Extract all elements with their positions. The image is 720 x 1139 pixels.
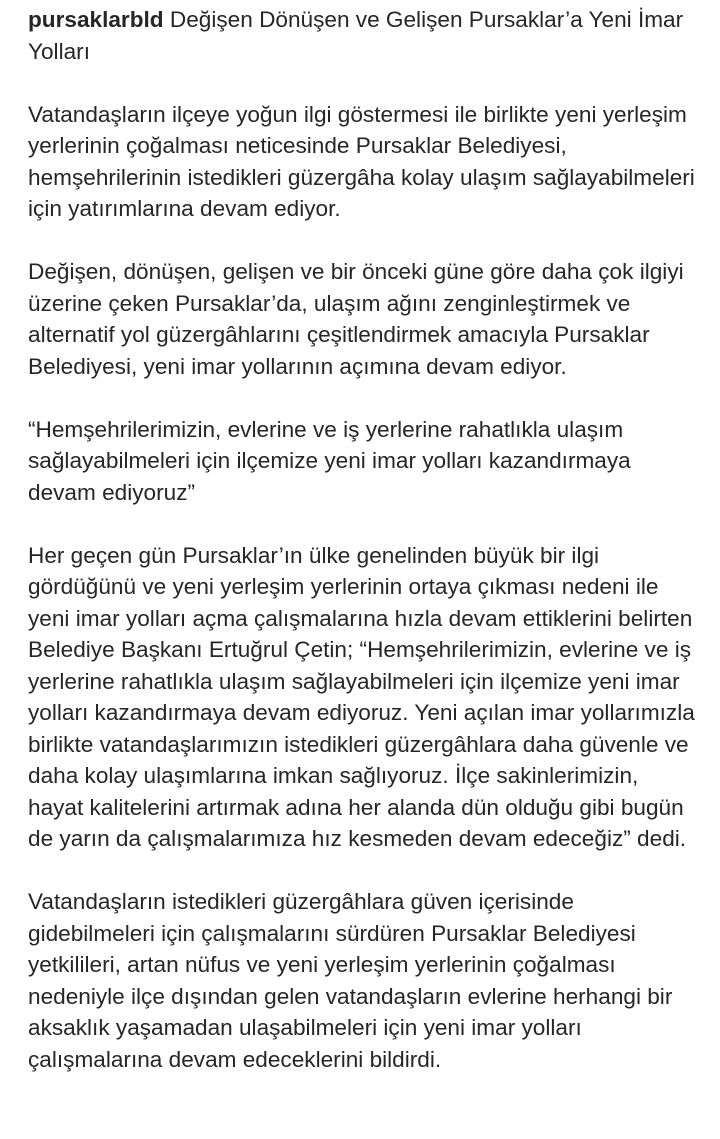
paragraph-closing: Vatandaşların istedikleri güzergâhlara güven içerisinde gidebilmeleri için çalışmalarını sürdüren Pursaklar Belediyesi yetkilileri, artan nüfus ve yeni yerleşim yerlerinin çoğalması nedeniyle ilçe dışından gelen vatandaşların evlerine herhangi bir aksaklık yaşamadan ulaşabilmeleri için yeni imar yolları çalışmalarına devam edeceklerini bildirdi. — [28, 889, 673, 1072]
author-username[interactable]: pursaklarbld — [28, 7, 164, 32]
caption-header — [28, 4, 698, 67]
post-title: Değişen Dönüşen ve Gelişen Pursaklar’a Yeni İmar Yolları — [28, 7, 684, 64]
paragraph-mayor-statement: Her geçen gün Pursaklar’ın ülke genelinden büyük bir ilgi gördüğünü ve yeni yerleşim yerlerinin ortaya çıkması nedeni ile yeni imar yolları açma çalışmalarına hızla devam ettiklerini belirten Belediye Başkanı Ertuğrul Çetin; “Hemşehrilerimizin, evlerine ve iş yerlerine rahatlıkla ulaşım sağlayabilmeleri için ilçemize yeni imar yolları kazandırmaya devam ediyoruz. Yeni açılan imar yollarımızla birlikte vatandaşlarımızın istedikleri güzergâhlara daha güvenle ve daha kolay ulaşımlarına imkan sağlıyoruz. İlçe sakinlerimizin, hayat kalitelerini artırmak adına her alanda dün olduğu gibi bugün de yarın da çalışmalarımıza hız kesmeden devam edeceğiz” dedi. — [28, 542, 695, 851]
paragraph-quote: “Hemşehrilerimizin, evlerine ve iş yerlerine rahatlıkla ulaşım sağlayabilmeleri için ilçemize yeni imar yolları kazandırmaya devam ediyoruz” — [28, 416, 631, 505]
paragraph-intro: Vatandaşların ilçeye yoğun ilgi göstermesi ile birlikte yeni yerleşim yerlerinin çoğalması neticesinde Pursaklar Belediyesi, hemşehrilerinin istedikleri güzergâha kolay ulaşım sağlayabilmeleri için yatırımlarına devam ediyor. — [28, 101, 695, 221]
paragraph-network: Değişen, dönüşen, gelişen ve bir önceki güne göre daha çok ilgiyi üzerine çeken Pursaklar’da, ulaşım ağını zenginleştirmek ve alternatif yol güzergâhlarını çeşitlendirmek amacıyla Pursaklar Belediyesi, yeni imar yollarının açımına devam ediyor. — [28, 259, 684, 379]
